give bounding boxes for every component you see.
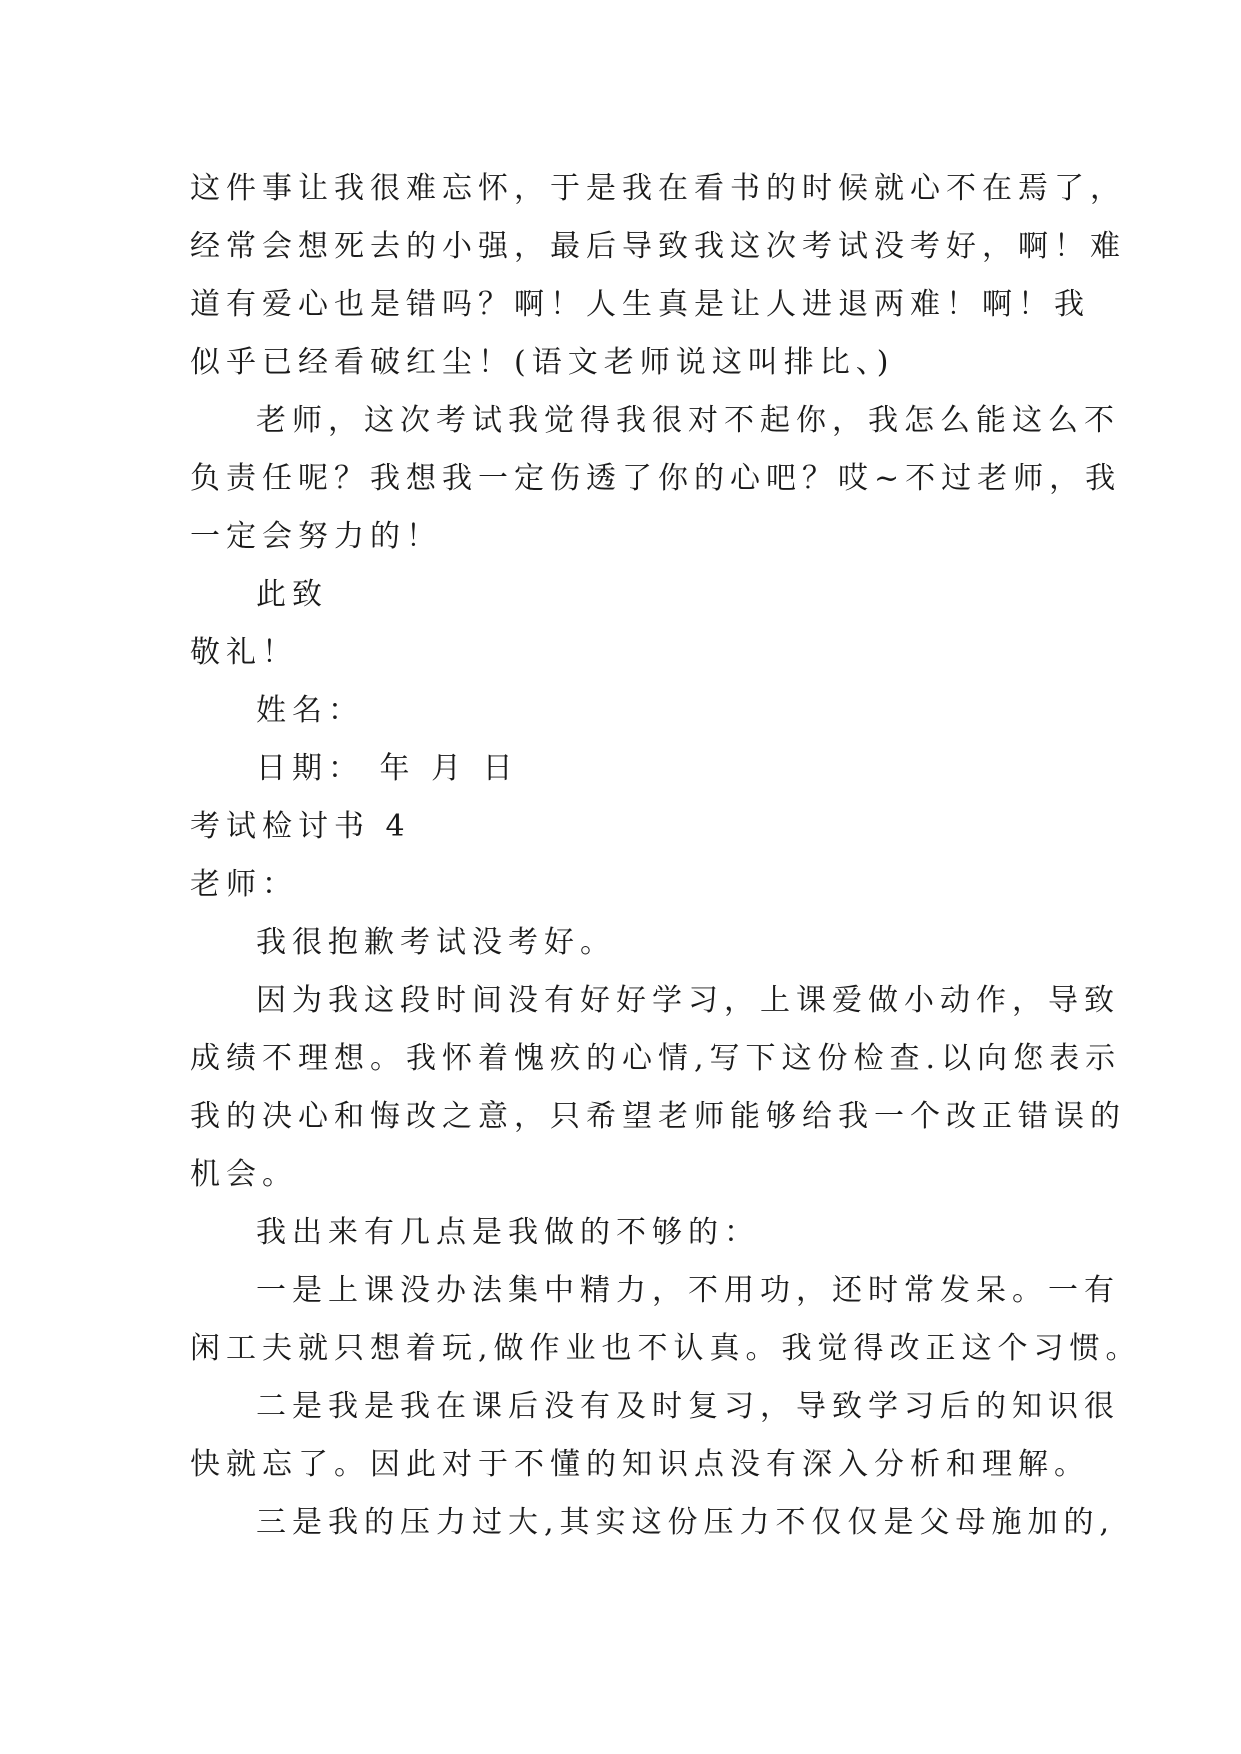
text-line: 一定会努力的！: [190, 519, 442, 554]
text-line: 此致: [256, 577, 328, 612]
text-line: 我的决心和悔改之意，只希望老师能够给我一个改正错误的: [190, 1099, 1126, 1134]
text-line: 似乎已经看破红尘！(语文老师说这叫排比、): [190, 345, 895, 380]
text-line: 老师，这次考试我觉得我很对不起你，我怎么能这么不: [256, 403, 1120, 438]
text-line: 二是我是我在课后没有及时复习，导致学习后的知识很: [256, 1389, 1120, 1424]
text-line: 经常会想死去的小强，最后导致我这次考试没考好，啊！难: [190, 229, 1126, 264]
text-line: 因为我这段时间没有好好学习，上课爱做小动作，导致: [256, 983, 1120, 1018]
text-line: 闲工夫就只想着玩,做作业也不认真。我觉得改正这个习惯。: [190, 1331, 1142, 1366]
text-line: 这件事让我很难忘怀，于是我在看书的时候就心不在焉了，: [190, 171, 1126, 206]
text-line: 日期： 年 月 日: [256, 751, 519, 786]
text-line: 我出来有几点是我做的不够的：: [256, 1215, 760, 1250]
text-line: 三是我的压力过大,其实这份压力不仅仅是父母施加的,: [256, 1505, 1116, 1540]
text-line: 考试检讨书 4: [190, 809, 411, 844]
text-line: 成绩不理想。我怀着愧疚的心情,写下这份检查.以向您表示: [190, 1041, 1122, 1076]
text-line: 负责任呢？我想我一定伤透了你的心吧？哎~不过老师，我: [190, 461, 1122, 496]
text-line: 快就忘了。因此对于不懂的知识点没有深入分析和理解。: [190, 1447, 1090, 1482]
text-line: 姓名：: [256, 693, 364, 728]
text-line: 道有爱心也是错吗？啊！人生真是让人进退两难！啊！我: [190, 287, 1090, 322]
text-line: 一是上课没办法集中精力，不用功，还时常发呆。一有: [256, 1273, 1120, 1308]
text-line: 敬礼！: [190, 635, 298, 670]
text-line: 机会。: [190, 1157, 298, 1192]
text-line: 我很抱歉考试没考好。: [256, 925, 616, 960]
document-body: [190, 160, 1142, 1552]
text-line: 老师：: [190, 867, 298, 902]
